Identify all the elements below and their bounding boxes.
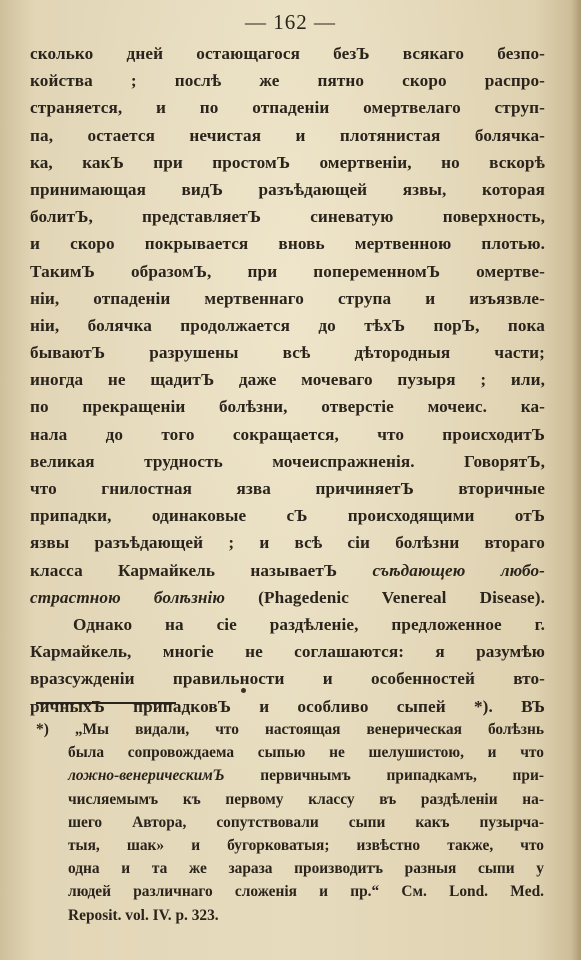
text-line: припадки, одинаковые сЪ происходящими отЪ (30, 506, 545, 526)
text-line: что гнилостная язва причиняетЪ вторичные (30, 479, 545, 498)
text-line: ричныхЪ припадковЪ и особливо сыпей *). ВЪ (30, 696, 545, 716)
text-line: страняется, и по отпаденіи омертвелаго струп- (30, 98, 545, 118)
text-line: ніи, отпаденіи мертвеннаго струпа и изъязвле- (30, 288, 545, 308)
text-line: язвы разъѣдающей ; и всѣ сіи болѣзни втораго (30, 533, 545, 553)
text-line: болитЪ, представляетЪ синеватую поверхность, (30, 207, 545, 227)
text-line: сколько дней остающагося безЪ всякаго безпо- (30, 44, 545, 63)
text-line: вразсужденіи правильности и особенностей вто- (30, 669, 545, 689)
footnote-line-mixed (36, 764, 544, 787)
footnote-line: числяемымъ къ первому классу въ раздѣленіи на- (68, 790, 544, 808)
footnote-line: тыя, шак» и бугорковатыя; извѣстно также, что (68, 836, 544, 854)
italic-term: страстною болѣзнію (30, 587, 226, 607)
text-line: иногда не щадитЪ даже мочеваго пузыря ; или, (30, 370, 545, 390)
text-line-mixed (30, 584, 545, 611)
text-line: ка, какЪ при простомЪ омертвеніи, но вскорѣ (30, 152, 545, 172)
text-line: Кармайкель, многіе не соглашаются: я разумѣю (30, 642, 545, 662)
text-line: па, остается нечистая и плотянистая болячка- (30, 125, 545, 145)
text-line: койства ; послѣ же пятно скоро распро- (30, 71, 545, 91)
footnote-block (36, 718, 544, 927)
ink-dot (241, 688, 246, 693)
footnote-line: *) „Мы видали, что настоящая венерическая болѣзнь (36, 721, 544, 738)
text-line: и скоро покрывается вновь мертвенною плотью. (30, 234, 545, 254)
text-line: нала до того сокращается, что происходитЪ (30, 424, 545, 444)
text-line: великая трудность мочеиспражненія. ГоворятЪ, (30, 451, 545, 471)
text-line: ніи, болячка продолжается до тѣхЪ порЪ, пока (30, 315, 545, 335)
page-number: — 162 — (245, 10, 336, 34)
footnote-line: людей различнаго сложенія и пр.“ См. Lond. Med. (68, 883, 544, 901)
text-line-paragraph-start: Однако на сіе раздѣленіе, предложенное г. (73, 614, 545, 634)
page-edge-shadow (571, 0, 581, 960)
text-segment: класса Кармайкель называетЪ (30, 560, 338, 580)
text-line: по прекращеніи болѣзни, отверстіе мочеис. ка- (30, 397, 545, 417)
footnote-line: Reposit. vol. IV. p. 323. (68, 906, 219, 924)
text-line: бываютЪ разрушены всѣ дѣтородныя части; (30, 343, 545, 363)
text-line-mixed (30, 557, 545, 584)
text-line: ТакимЪ образомЪ, при попеременномЪ омертве- (30, 261, 545, 281)
footnote-divider (36, 702, 176, 704)
footnote-line: шего Автора, сопутствовали сыпи какъ пузырча- (68, 813, 544, 831)
italic-term: съѣдающею любо- (372, 560, 545, 580)
text-segment: первичнымъ припадкамъ, при- (260, 767, 544, 785)
footnote-line: одна и та же зараза производитъ разныя сыпи у (68, 860, 544, 878)
footnote-line: была сопровождаема сыпью не шелушистою, и что (68, 744, 544, 762)
latin-term: (Phagedenic Venereal Disease). (258, 587, 545, 607)
text-line: принимающая видЪ разъѣдающей язвы, которая (30, 179, 545, 199)
main-text-block (30, 40, 545, 720)
italic-term: ложно-венерическимЪ (68, 767, 225, 785)
